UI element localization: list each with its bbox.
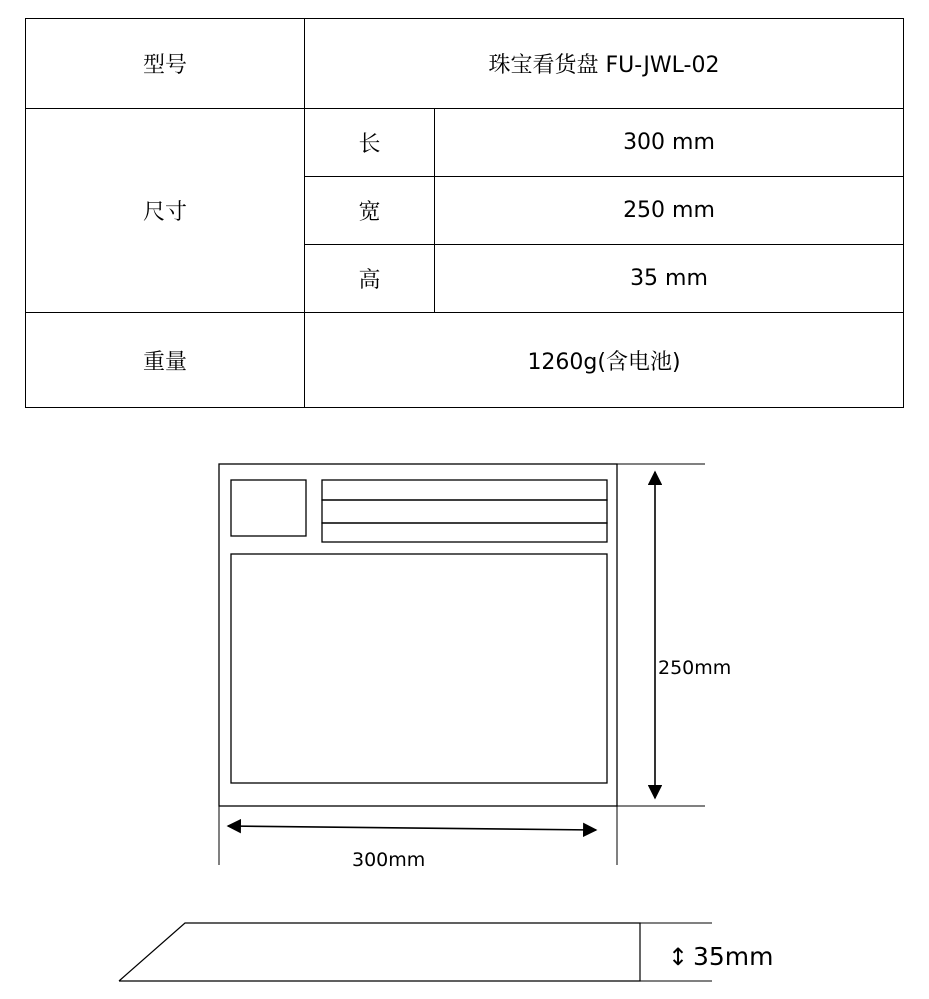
weight-value: 1260g(含电池) [305, 313, 904, 408]
width-dimension-label: 300mm [352, 849, 426, 871]
thickness-arrow-icon: ↕ [668, 943, 689, 971]
tray-info-strip-3 [322, 523, 607, 542]
size-label: 尺寸 [26, 109, 305, 313]
tray-info-strip-2 [322, 500, 607, 523]
height-label: 高 [305, 245, 435, 313]
width-label: 宽 [305, 177, 435, 245]
width-value: 250 mm [435, 177, 904, 245]
weight-label: 重量 [26, 313, 305, 408]
thickness-dimension-label: 35mm [693, 942, 774, 971]
tray-side-view [119, 923, 640, 981]
length-value: 300 mm [435, 109, 904, 177]
model-value: 珠宝看货盘 FU-JWL-02 [305, 19, 904, 109]
length-label: 长 [305, 109, 435, 177]
model-label: 型号 [26, 19, 305, 109]
tray-logo-panel [231, 480, 306, 536]
tray-top-view [219, 464, 617, 806]
height-dimension-label: 250mm [658, 657, 732, 679]
width-dimension-arrow [228, 826, 596, 830]
height-value: 35 mm [435, 245, 904, 313]
tray-outline [219, 464, 617, 806]
tray-info-strip-1 [322, 480, 607, 500]
extension-lines [219, 464, 705, 865]
tray-main-panel [231, 554, 607, 783]
